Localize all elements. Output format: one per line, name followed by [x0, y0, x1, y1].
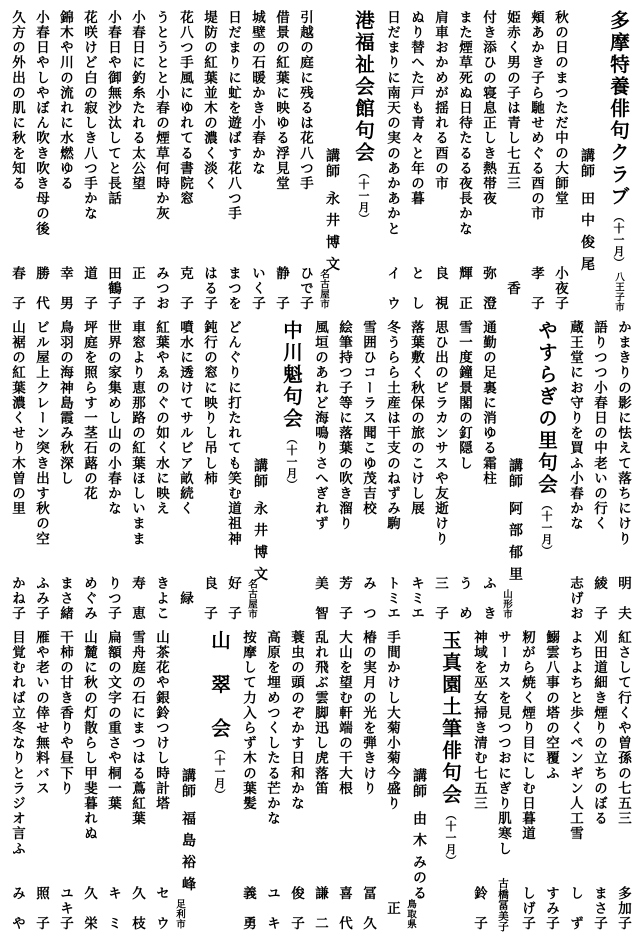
poem-column: [548, 10, 572, 313]
poem-author: 久 枝: [129, 885, 145, 931]
poem-column: [29, 320, 53, 623]
poem-author: しげ子: [519, 885, 535, 931]
lecturer-label: 講師: [180, 768, 196, 799]
poem-column: [5, 320, 29, 623]
poem-author: ひで子: [297, 265, 313, 311]
section-title-column: [203, 630, 236, 933]
poem-column: [476, 10, 500, 313]
poem-column: [611, 630, 635, 933]
poem-author: ふ き: [480, 575, 496, 621]
city-label: 鳥取県: [405, 899, 416, 929]
poem-column: [524, 10, 548, 313]
poem-column: [77, 320, 101, 623]
poem-author: 鈴 子: [471, 885, 487, 931]
lecturer-column: [572, 10, 602, 313]
poem-column: [452, 320, 476, 623]
poem-text: 日だまりに南天の実のあかあかと: [384, 10, 400, 237]
poem-column: [5, 10, 29, 313]
poem-text: 絵筆持つ子等に落葉の吹き溜り: [336, 320, 352, 532]
poem-column: [428, 10, 452, 313]
poem-author: 良 視: [432, 265, 448, 311]
poem-text: 神域を巫女掃き清む七五三: [471, 630, 487, 812]
poem-author: 義 勇: [240, 885, 256, 931]
poem-text: また煙草死ぬ日待たるる夜長かな: [456, 10, 472, 237]
poem-column: [476, 320, 500, 623]
poem-text: 小春日に釣糸たれる太公望: [129, 10, 145, 192]
poem-column: [587, 320, 611, 623]
poem-text: 雪囲ひコーラス聞こゆ茂吉校: [360, 320, 376, 517]
poem-text: うとうとと小春の煙草何時か灰: [153, 10, 169, 222]
poem-author: 美 智: [312, 575, 328, 621]
band-top: [5, 10, 635, 313]
city-label: 八王子市: [613, 271, 624, 312]
poem-author: 冨 久: [360, 885, 376, 931]
poem-text: どんぐりに打たれても笑む道祖神: [225, 320, 241, 547]
poem-author: 田鶴子: [105, 265, 121, 311]
poem-text: 籾がら焼く煙り目にしむ日暮道: [519, 630, 535, 842]
poem-author: う め: [456, 575, 472, 621]
poem-text: 冬うらら土産は干支のねずみ駒: [384, 320, 400, 532]
poem-column: [515, 630, 539, 933]
poem-text: かまきりの影に怯えて落ちにけり: [615, 320, 631, 547]
poem-author: 多加子: [615, 885, 631, 931]
poem-author: 良 子: [201, 575, 217, 621]
poem-text: 花咲けど白の寂しき八つ手かな: [81, 10, 97, 222]
section-header: [173, 630, 236, 933]
section-header: [500, 320, 563, 623]
poem-author: 好 子: [225, 575, 241, 621]
poem-text: 蓑虫の頭のぞかす日和かな: [288, 630, 304, 812]
poem-column: [77, 10, 101, 313]
poem-author: 緑: [177, 590, 193, 621]
poem-author: 正: [384, 900, 400, 931]
poem-text: 風垣のあれど海鳴りさへぎれず: [312, 320, 328, 532]
month-label: ︵十一月︶: [285, 433, 298, 491]
poem-text: 堤防の紅葉並木の濃く淡く: [201, 10, 217, 192]
poem-author: 久 栄: [81, 885, 97, 931]
section-header: [317, 10, 380, 313]
city-label: 名古屋市: [246, 579, 257, 619]
poem-author: イ ウ: [384, 265, 400, 311]
lecturer-label: 講師: [252, 458, 268, 489]
lecturer-column: [317, 10, 347, 313]
poem-author: りつ子: [105, 575, 121, 621]
poem-text: サーカスを見つつおにぎり肌寒し: [495, 630, 511, 857]
poem-column: [308, 320, 332, 623]
poem-column: [197, 320, 221, 623]
poem-text: 小春日や御無沙汰してと長話: [105, 10, 121, 207]
poem-text: 城壁の石暖かき小春かな: [249, 10, 265, 177]
poem-column: [173, 320, 197, 623]
poem-text: 秋の日のまつただ中の大師堂: [552, 10, 568, 207]
poem-author: 寿 恵: [129, 575, 145, 621]
section-header: [404, 630, 467, 933]
poem-column: [563, 630, 587, 933]
poem-text: 高原を埋めつくしたる芒かな: [264, 630, 280, 827]
poem-author: 芳 子: [336, 575, 352, 621]
lecturer-name: 田 中 俊 尾: [579, 191, 595, 273]
section-title-column: [434, 630, 467, 933]
lecturer-column: [245, 320, 275, 623]
poem-author: セ ウ: [153, 885, 169, 931]
poem-author: 明 夫: [615, 575, 631, 621]
poem-author: キ ミ: [105, 885, 121, 931]
poem-column: [269, 10, 293, 313]
poem-author: 俊 子: [288, 885, 304, 931]
poem-text: 椿の実月の光を弾きけり: [360, 630, 376, 797]
section-title-column: [530, 320, 563, 623]
poem-author: 道 子: [81, 265, 97, 311]
poem-column: [125, 10, 149, 313]
poem-author: 照 子: [33, 885, 49, 931]
poem-text: 車窓より恵那路の紅葉ほしいまま: [129, 320, 145, 547]
poem-author: 幸 男: [57, 265, 73, 311]
section-title-column: [602, 10, 635, 313]
poem-text: 目覚むれば立冬なりとラジオ言ふ: [9, 630, 25, 857]
poem-column: [101, 320, 125, 623]
poem-text: 花八つ手風にゆれてる書院窓: [177, 10, 193, 207]
poem-text: 姫赤く男の子は青し七五三: [504, 10, 520, 192]
poem-text: 手間かけし大菊小菊今盛り: [384, 630, 400, 812]
poem-author: まつを: [225, 265, 241, 311]
poem-author: いく子: [249, 265, 265, 311]
poem-column: [53, 10, 77, 313]
poem-author: 香: [504, 280, 520, 311]
poem-column: [125, 630, 149, 933]
poem-text: 小春日やしやぼん吹き吹き母の後: [33, 10, 49, 237]
poem-column: [125, 320, 149, 623]
poem-column: [101, 10, 125, 313]
poem-column: [236, 630, 260, 933]
poem-author: 綾 子: [591, 575, 607, 621]
poem-text: 付き添ひの寝息正しき熱帯夜: [480, 10, 496, 207]
poem-author: トミエ: [384, 575, 400, 621]
section-title: 港福祉会館句会: [352, 10, 375, 164]
poem-author: 正 子: [129, 265, 145, 311]
poem-column: [260, 630, 284, 933]
poem-text: 引越の庭に残るは花八つ手: [297, 10, 313, 192]
poem-text: 山茶花や銀鈴つけし時計塔: [153, 630, 169, 812]
city-label: 足利市: [174, 899, 185, 929]
poem-column: [491, 630, 515, 933]
poem-text: 噴水に透けてサルビア畝続く: [177, 320, 193, 517]
poem-author: 三 子: [432, 575, 448, 621]
poem-author: ふみ子: [33, 575, 49, 621]
poem-column: [611, 320, 635, 623]
poem-column: [404, 10, 428, 313]
poem-author: 小夜子: [552, 265, 568, 311]
poem-text: 乱れ飛ぶ雲脚迅し虎落笛: [312, 630, 328, 797]
month-label: ︵十一月︶: [213, 743, 226, 801]
poem-author: 静 子: [273, 265, 289, 311]
poem-author: し ず: [567, 885, 583, 931]
month-label: ︵十一月︶: [357, 167, 370, 225]
poem-text: 錦木や川の流れに水燃ゆる: [57, 10, 73, 192]
poem-author: 克 子: [177, 265, 193, 311]
poem-text: 頬あかき子ら馳せめぐる酉の市: [528, 10, 544, 222]
poem-author: めぐみ: [81, 575, 97, 621]
poem-author: みつお: [153, 265, 169, 311]
poem-text: 思ひ出のピラカンサスや友逝けり: [432, 320, 448, 547]
city-label: 山形市: [501, 589, 512, 619]
poem-column: [221, 10, 245, 313]
city-label: 名古屋市: [318, 269, 329, 309]
poem-column: [29, 10, 53, 313]
poem-author: 春 子: [9, 265, 25, 311]
lecturer-label: 講師: [507, 458, 523, 489]
poem-text: 紅葉やゑのぐの如く水に映え: [153, 320, 169, 517]
poem-text: 扁額の文字の重さや桐一葉: [105, 630, 121, 812]
poem-author: 古橋冨美子: [497, 877, 509, 931]
poem-column: [173, 10, 197, 313]
lecturer-column: [404, 630, 434, 933]
poem-author: すみ子: [543, 885, 559, 931]
poem-column: [380, 320, 404, 623]
poem-column: [149, 320, 173, 623]
poem-text: 紅さして行くや曽孫の七五三: [615, 630, 631, 827]
poem-text: よちよちと歩くペンギン人工雪: [567, 630, 583, 842]
lecturer-name: 永 井 博 文: [324, 191, 340, 273]
poem-author: み や: [9, 885, 25, 931]
section-title: 中川魁句会: [280, 320, 303, 430]
poem-author: はる子: [201, 265, 217, 311]
poem-author: かね子: [9, 575, 25, 621]
band-middle: [5, 320, 635, 623]
band-bottom: [5, 630, 635, 933]
poem-column: [149, 10, 173, 313]
lecturer-label: 講師: [579, 148, 595, 179]
poem-author: 弥 澄: [480, 265, 496, 311]
poem-column: [284, 630, 308, 933]
poem-text: 雪舟庭の石にまつはる蔦紅葉: [129, 630, 145, 827]
poem-column: [101, 630, 125, 933]
poem-text: 久方の外出の肌に秋を知る: [9, 10, 25, 192]
poem-column: [29, 630, 53, 933]
month-label: ︵十一月︶: [444, 809, 457, 867]
poem-author: 孝 子: [528, 265, 544, 311]
section-title: 玉真園土筆俳句会: [439, 630, 462, 806]
poem-text: 刈田道細き煙りの立ちのぼる: [591, 630, 607, 827]
poem-column: [380, 10, 404, 313]
poem-text: 世界の家集めし山の小春かな: [105, 320, 121, 517]
poem-text: 鰯雲八事の塔の空覆ふ: [543, 630, 559, 781]
poem-column: [356, 630, 380, 933]
poem-text: 雪一度鐘景閣の釘隠し: [456, 320, 472, 471]
poem-column: [332, 630, 356, 933]
poem-text: ビル屋上クレーン突き出す秋の空: [33, 320, 49, 547]
poem-column: [53, 320, 77, 623]
poem-text: 語りつつ小春日の中老いの行く: [591, 320, 607, 532]
poem-text: 雁や老いの倖せ無料バス: [33, 630, 49, 797]
poem-author: 勝 代: [33, 265, 49, 311]
poem-author: 志げお: [567, 575, 583, 621]
poem-column: [245, 10, 269, 313]
poem-author: 謙 二: [312, 885, 328, 931]
section-header: [572, 10, 635, 313]
poem-author: まさ緒: [57, 575, 73, 621]
section-title: 山 翠 会: [208, 630, 231, 740]
poem-column: [293, 10, 317, 313]
section-title-column: [347, 10, 380, 313]
poem-text: 鈍行の窓に映りし吊し柿: [201, 320, 217, 487]
lecturer-label: 講師: [411, 768, 427, 799]
poem-text: 鳥羽の海神島霞み秋深し: [57, 320, 73, 487]
poem-text: 按摩して力入らず木の葉髪: [240, 630, 256, 812]
poem-text: 干柿の甘き香りや昼下り: [57, 630, 73, 797]
poem-column: [356, 320, 380, 623]
poem-column: [77, 630, 101, 933]
poem-text: 肩車おかめが揺れる酉の市: [432, 10, 448, 192]
poem-column: [308, 630, 332, 933]
poem-column: [221, 320, 245, 623]
poem-column: [404, 320, 428, 623]
poem-column: [428, 320, 452, 623]
lecturer-name: 永 井 博 文: [252, 501, 268, 583]
poem-column: [332, 320, 356, 623]
poem-column: [452, 10, 476, 313]
poem-author: ユ キ: [264, 885, 280, 931]
poem-text: 通勤の足裏に消ゆる霜柱: [480, 320, 496, 487]
poem-column: [5, 630, 29, 933]
poem-author: きよこ: [153, 575, 169, 621]
poem-column: [539, 630, 563, 933]
poem-text: 山裾の紅葉濃くせり木曽の里: [9, 320, 25, 517]
poem-author: と し: [408, 265, 424, 311]
lecturer-name: 由 木 みのる: [411, 811, 427, 902]
section-header: [245, 320, 308, 623]
section-title: 多摩特養俳句クラブ: [607, 10, 630, 208]
poem-column: [149, 630, 173, 933]
poem-text: ぬり替へた戸も青々と年の暮: [408, 10, 424, 207]
lecturer-name: 阿 部 郁 里: [507, 501, 523, 583]
poem-column: [197, 10, 221, 313]
poem-column: [587, 630, 611, 933]
poem-text: 蔵王堂にお守りを買ふ小春かな: [567, 320, 583, 532]
poem-column: [53, 630, 77, 933]
poem-column: [500, 10, 524, 313]
poem-author: 輝 正: [456, 265, 472, 311]
month-label: ︵十一月︶: [540, 499, 553, 557]
poem-column: [467, 630, 491, 933]
poem-text: 山麓に秋の灯散らし甲斐暮れぬ: [81, 630, 97, 842]
poem-author: 喜 代: [336, 885, 352, 931]
lecturer-column: [173, 630, 203, 933]
month-label: ︵十一月︶: [612, 211, 625, 269]
poem-text: 坪庭を照らす一茎石蕗の花: [81, 320, 97, 502]
poem-text: 借景の紅葉に映ゆる浮見堂: [273, 10, 289, 192]
poem-text: 大山を望む軒端の干大根: [336, 630, 352, 797]
poem-column: [380, 630, 404, 933]
poem-author: まさ子: [591, 885, 607, 931]
poem-column: [563, 320, 587, 623]
poem-author: キミエ: [408, 575, 424, 621]
poem-author: み つ: [360, 575, 376, 621]
poem-text: 日だまりに虻を遊ばす花八つ手: [225, 10, 241, 222]
poem-author: ユキ子: [57, 885, 73, 931]
poem-text: 落葉敷く秋保の旅のこけし展: [408, 320, 424, 517]
lecturer-name: 福 島 裕 峰: [180, 811, 196, 893]
section-title: やすらぎの里句会: [535, 320, 558, 496]
section-title-column: [275, 320, 308, 623]
lecturer-column: [500, 320, 530, 623]
lecturer-label: 講師: [324, 148, 340, 179]
